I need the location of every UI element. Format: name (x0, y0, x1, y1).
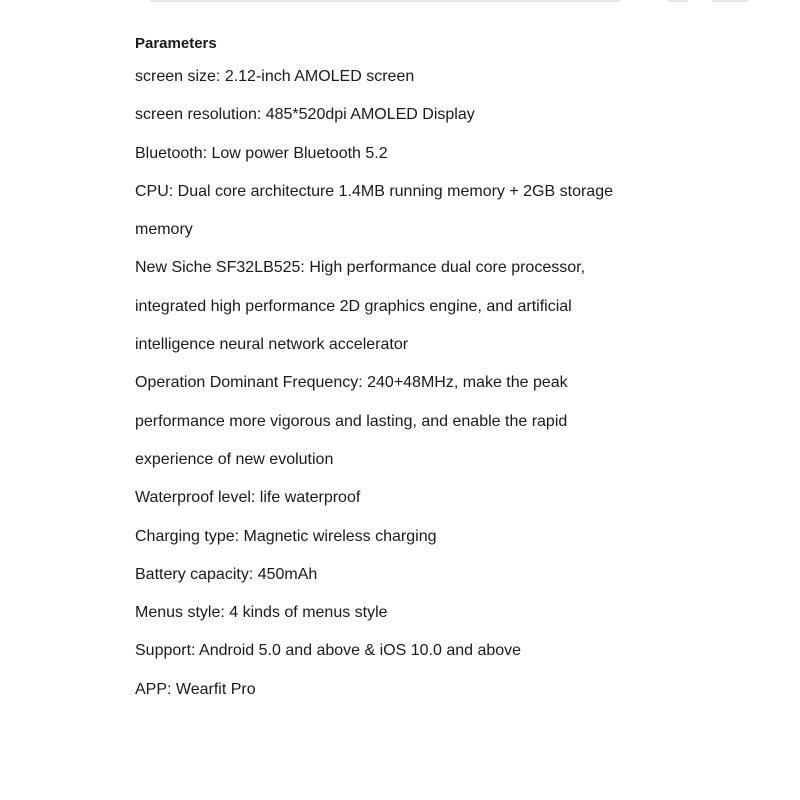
parameters-section (135, 30, 695, 709)
param-frequency: Operation Dominant Frequency: 240+48MHz, make the peak (135, 374, 568, 392)
top-divider (712, 0, 748, 2)
param-frequency-cont: performance more vigorous and lasting, and enable the rapid (135, 412, 568, 430)
param-bluetooth: Bluetooth: Low power Bluetooth 5.2 (135, 144, 388, 162)
param-processor-cont: intelligence neural network accelerator (135, 336, 409, 354)
param-cpu-cont: memory (135, 221, 193, 239)
param-processor-cont: integrated high performance 2D graphics engine, and artificial (135, 297, 572, 315)
section-heading: Parameters (135, 35, 217, 52)
param-screen-resolution: screen resolution: 485*520dpi AMOLED Display (135, 106, 475, 124)
param-screen-size: screen size: 2.12-inch AMOLED screen (135, 68, 415, 85)
param-menus: Menus style: 4 kinds of menus style (135, 604, 388, 622)
param-support: Support: Android 5.0 and above & iOS 10.0 and above (135, 642, 522, 660)
top-divider (150, 0, 620, 2)
param-waterproof: Waterproof level: life waterproof (135, 489, 361, 507)
top-divider (668, 0, 688, 2)
param-processor: New Siche SF32LB525: High performance dual core processor, (135, 259, 586, 277)
param-frequency-cont: experience of new evolution (135, 450, 334, 468)
param-charging: Charging type: Magnetic wireless charging (135, 527, 437, 545)
param-battery: Battery capacity: 450mAh (135, 565, 318, 583)
param-app: APP: Wearfit Pro (135, 680, 256, 698)
param-cpu: CPU: Dual core architecture 1.4MB running memory + 2GB storage (135, 182, 613, 200)
